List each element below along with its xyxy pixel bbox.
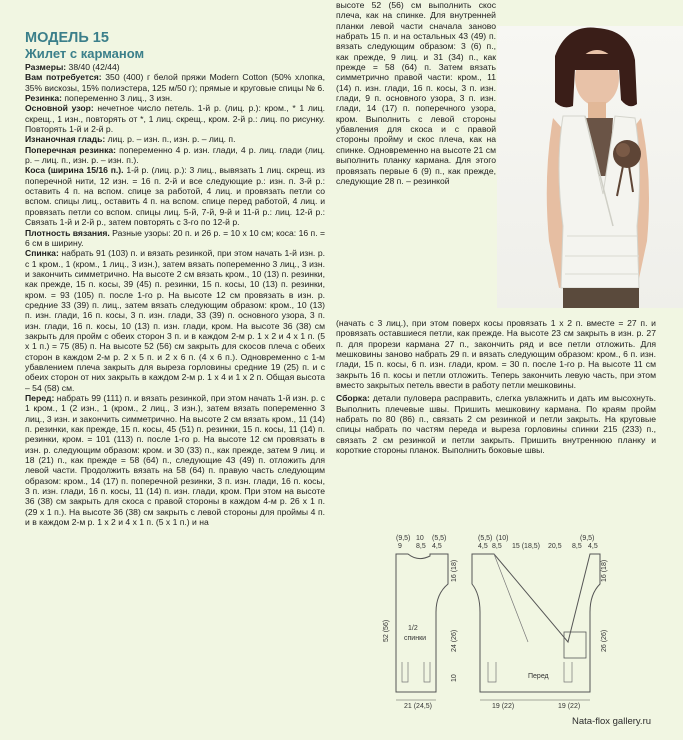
dim-label: 15 (18,5) — [512, 543, 541, 550]
dim-label: 4,5 — [478, 543, 488, 550]
right-wide-column — [336, 318, 656, 455]
back-piece-label: 1/2 — [408, 625, 418, 632]
density-text: Разные узоры: 20 п. и 26 р. = 10 х 10 см; коса: 16 п. = 6 см в ширину. — [25, 227, 326, 248]
assembly-label: Сборка: — [336, 393, 370, 404]
main-pattern-paragraph — [25, 103, 325, 134]
back-text: набрать 91 (103) п. и вязать резинкой, при этом начать 1-й изн. р. с 1 кром., 1 (кром., 1 лиц., 3 изн.), затем вязать попеременно 3 лиц., 3 изн. и закончить симметрично. На высоте 2 см вязать кром., 10 (13) п. резинки, как прежде, 15 п. косы, 39 (45) п. резинки, 15 п. косы, 10 (13) п. резинки, кром. = 93 (105) п. после 1-го р. На высоте 12 см провязать в изн. р. средние 33 (39) п. лиц., затем вязать следующим образом: кром., 10 (13) п. изн. глади, 16 п. косы, 3 п. изн. глади, 33 (39) п. основного узора, 3 п. изн. глади, 16 п. косы, 10 (13) п. изн. глади, кром. На высоте 36 (38) см закрыть для пройм с обеих сторон 3 п. и в каждом 2-м р. 1 х 2 и 4 х 1 п. (5 х 1 п.) = 75 (85) п. На высоте 52 (56) см закрыть для скосов плеча с обеих сторон в каждом 2-м р. 2 х 5 п. и 2 х 6 п. (4 х 6 п.). Одновременно с 1-м убавлением плеча закрыть для выреза горловины средние 19 (25) п. и с обеих сторон от них закрыть в каждом 2-м р. 1 х 4 и 1 х 2 п. Общая высота – 54 (58) см. — [25, 248, 325, 393]
height-label: 16 (18) — [601, 559, 608, 582]
front-paragraph — [25, 393, 325, 527]
rib-paragraph — [25, 93, 325, 103]
height-label: 26 (26) — [601, 629, 608, 652]
watermark: Nata-flox gallery.ru — [572, 716, 652, 727]
cable-paragraph — [25, 165, 325, 227]
sizes-label: Размеры: — [25, 62, 67, 72]
woman-in-vest-image — [497, 26, 683, 308]
front-text: набрать 99 (111) п. и вязать резинкой, при этом начать 1-й изн. р. с 1 кром., 1 (2 изн., 1 (кром., 2 лиц., 3 изн.), затем вязать попеременно 3 лиц., 3 изн. и закончить симметрично. На высоте 2 см вязать кром., 11 (14) п. резинки, как прежде, 15 п. косы, 45 (51) п. резинки, 15 п. косы, 11 (14) п. резинки, кром. = 101 (113) п. после 1-го р. На высоте 12 см провязать в изн. р. следующим образом: кром. и 30 (33) п., как прежде, затем 9 лиц. и 18 (21) п., как прежде = 58 (64) п., следующие 43 (49) п. отложить для левой части. Продолжить вязать на 58 (64) п. правую часть следующим образом: кром., 14 (17) п. поперечной резинки, 3 п. изн. глади, 16 п. косы, 3 п. изн. глади, 16 п. косы, 11 (14) п. изн. глади, кром. При этом на высоте 36 (38) см закрыть для скоса с правой стороны в каждом 4-м р. 26 х 1 п. (29 х 1 п.). На высоте 36 (38) см закрыть с левой стороны для проймы 4 п. и в каждом 2-м р. 1 х 2 и 4 х 1 п. (5 х 1 п.) и на — [25, 393, 325, 528]
cable-label: Коса (ширина 15/16 п.). — [25, 165, 124, 176]
sizes-paragraph — [25, 62, 325, 72]
dim-label: 4,5 — [432, 543, 442, 550]
back-label: Спинка: — [25, 248, 59, 259]
needs-paragraph — [25, 72, 325, 93]
needs-text: 350 (400) г белой пряжи Modern Cotton (50% хлопка, 35% вискозы, 15% полиэстера, 125 м/50 г); прямые и круговые спицы № 6. — [25, 72, 325, 93]
right-continuation-text: высоте 52 (56) см выполнить скос плеча, как на спинке. Для внутренней планки левой части сначала заново набрать 15 п. и на остальных 43 (49) п. вязать следующим образом: 3 (6) п., как прежде, 9 лиц. и 31 (34) п., как прежде = 58 (64) п. Затем вязать симметрично правой части: кром., 11 (14) п. изн. глади, 16 п. косы, 3 п. изн. глади, 9 п. основного узора, 3 п. изн. глади, 14 (17) п. поперечного узора, кром. Выполнить с левой стороны убавления для скоса и с правой стороны пройму и скос плеча, как на спинке. Одновременно на высоте 21 см выполнить планку кармана. Для этого провязать первые 6 (9) п., как прежде, следующие 28 п. – резинкой — [336, 0, 496, 186]
dim-label: 10 — [416, 535, 424, 542]
cross-rib-label: Поперечная резинка: — [25, 144, 117, 155]
pocket-paragraph: (начать с 3 лиц.), при этом поверх косы провязать 1 х 2 п. вместе = 27 п. и провязать оставшиеся петли, как прежде. На высоте 23 см закрыть в изн. р. 27 п. для прорези кармана 27 п., закончить ряд и все петли отложить. Для мешковины заново набрать 29 п. и вязать следующим образом: кром., 6 п. изн. глади, 15 п. косы, 6 п. изн. глади, кром. = 30 п. после 1-го р. На высоте 11 см закрыть 16 п. косы и петли отложить. Теперь закончить левую часть, при этом вместо закрытых петель ввести в работу петли мешковины. — [336, 318, 656, 391]
sizes-text: 38/40 (42/44) — [66, 62, 120, 72]
dim-label: (5,5) — [478, 535, 493, 542]
dim-label: 8,5 — [492, 543, 502, 550]
model-title: МОДЕЛЬ 15 — [25, 30, 109, 46]
bottom-width-label: 19 (22) — [558, 703, 581, 710]
cable-text: 1-й р. (лиц. р.): 3 лиц., вывязать 1 лиц. скрещ. из поперечной нити, 12 изн. = 16 п. 2-й и все следующие р.: изн. п. 3-й р.: оставить 4 п. на вспом. спице за работой, 4 лиц. и провязать петли со вспом. спицы лиц., оставить 4 п. на вспом. спице перед работой, 4 лиц. и провязать петли со вспом. спицы лиц. 5-й, 7-й, 9-й и 11-й р.: лиц. 12-й р.: Связать 1-й и 2-й р., затем повторять с 3-го по 12-й р. — [25, 165, 325, 228]
bottom-width-label: 21 (24,5) — [404, 703, 433, 710]
height-label: 52 (56) — [383, 619, 390, 642]
rib-text: попеременно 3 лиц., 3 изн. — [62, 93, 173, 104]
dim-label: 9 — [398, 543, 402, 550]
height-label: 16 (18) — [451, 559, 458, 582]
purl-label: Изнаночная гладь: — [25, 134, 106, 145]
back-paragraph — [25, 248, 325, 393]
main-pattern-text: нечетное число петель. 1-й р. (лиц. р.): кром., * 1 лиц. скрещ., 1 изн., повторять от *, 1 лиц. скрещ., кром. 2-й р.: лиц. по рисунку. Повторять 1-й и 2-й р. — [25, 103, 325, 135]
cross-rib-text: попеременно 4 р. изн. глади, 4 р. лиц. глади (лиц. р. – лиц. п., изн. р. – изн. п.). — [25, 144, 325, 166]
bottom-width-label: 19 (22) — [492, 703, 515, 710]
left-column — [25, 30, 325, 527]
dim-label: (9,5) — [396, 535, 411, 542]
dim-label: 8,5 — [416, 543, 426, 550]
density-label: Плотность вязания. — [25, 227, 110, 238]
height-label: 24 (26) — [451, 629, 458, 652]
dim-label: (10) — [496, 535, 509, 542]
height-label: 10 — [451, 674, 458, 682]
pattern-schematic — [368, 532, 613, 712]
dim-label: (9,5) — [580, 535, 595, 542]
dim-label: 20,5 — [548, 543, 562, 550]
cross-rib-paragraph — [25, 145, 325, 166]
main-pattern-label: Основной узор: — [25, 103, 94, 114]
assembly-paragraph — [336, 393, 656, 455]
model-subtitle: Жилет с карманом — [25, 46, 145, 61]
needs-label: Вам потребуется: — [25, 72, 102, 83]
dim-label: 4,5 — [588, 543, 598, 550]
right-narrow-column — [336, 0, 496, 186]
front-piece-label: Перед — [528, 673, 549, 680]
dim-label: 8,5 — [572, 543, 582, 550]
rib-label: Резинка: — [25, 93, 62, 104]
dim-label: (5,5) — [432, 535, 447, 542]
back-piece-label-2: спинки — [404, 635, 427, 642]
density-paragraph — [25, 228, 325, 249]
model-photo — [497, 26, 683, 308]
purl-paragraph — [25, 134, 325, 144]
front-label: Перед: — [25, 393, 55, 403]
purl-text: лиц. р. – изн. п., изн. р. – лиц. п. — [105, 134, 236, 145]
assembly-text: детали пуловера расправить, слегка увлажнить и дать им высохнуть. Выполнить плечевые швы. Пришить мешковину кармана. По краям пройм набрать по 80 (86) п., связать 2 см резинкой и петли закрыть. На круговые спицы набрать по частям переда и выреза горловины спинки 215 (233) п., связать 2 см резинкой и петли закрыть. Пришить внутреннюю планку и короткие стороны планок. Выполнить боковые швы. — [336, 393, 656, 456]
